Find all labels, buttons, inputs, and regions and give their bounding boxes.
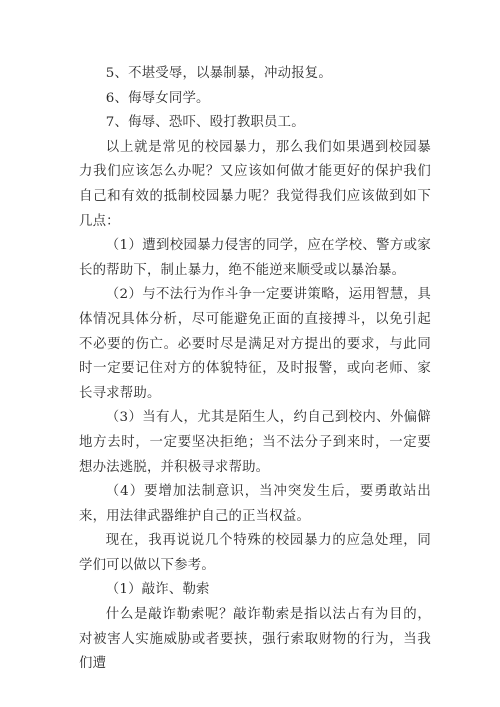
list-item-6: 6、侮辱女同学。 [105, 90, 210, 106]
summary-paragraph: 以上就是常见的校园暴力，那么我们如果遇到校园暴力我们应该怎么办呢？又应该如何做才能更好的保护我们自己和有效的抵制校园暴力呢？我觉得我们应该做到如下几点： [79, 139, 431, 229]
extortion-paragraph: 什么是敲诈勒索呢？敲诈勒索是指以法占有为目的，对被害人实施威胁或者要挟，强行索取财物的行为，当我们遭 [79, 607, 431, 672]
list-item-5: 5、不堪受辱，以暴制暴，冲动报复。 [105, 66, 332, 81]
section-heading-extortion: （1）敲诈、勒索 [105, 582, 210, 598]
advice-2-paragraph: （2）与不法行为作斗争一定要讲策略，运用智慧，具体情况具体分析，尽可能避免正面的直接搏斗，以免引起不必要的伤亡。必要时尽是满足对方提出的要求，与此同时一定要记住对方的体貌特征，及时报警，或向老师、家长寻求帮助。 [79, 287, 431, 401]
intro-special-cases-paragraph: 现在，我再说说几个特殊的校园暴力的应急处理，同学们可以做以下参考。 [79, 533, 431, 573]
document-body [79, 62, 431, 677]
list-item-7: 7、侮辱、恐吓、殴打教职员工。 [105, 115, 305, 131]
advice-1-paragraph: （1）遭到校园暴力侵害的同学，应在学校、警方或家长的帮助下，制止暴力，绝不能逆来顺受或以暴治暴。 [79, 238, 431, 278]
advice-3-paragraph: （3）当有人，尤其是陌生人，约自己到校内、外偏僻地方去时，一定要坚决拒绝；当不法分子到来时，一定要想办法逃脱，并积极寻求帮助。 [79, 410, 431, 475]
advice-4-paragraph: （4）要增加法制意识，当冲突发生后，要勇敢站出来，用法律武器维护自己的正当权益。 [79, 484, 431, 524]
